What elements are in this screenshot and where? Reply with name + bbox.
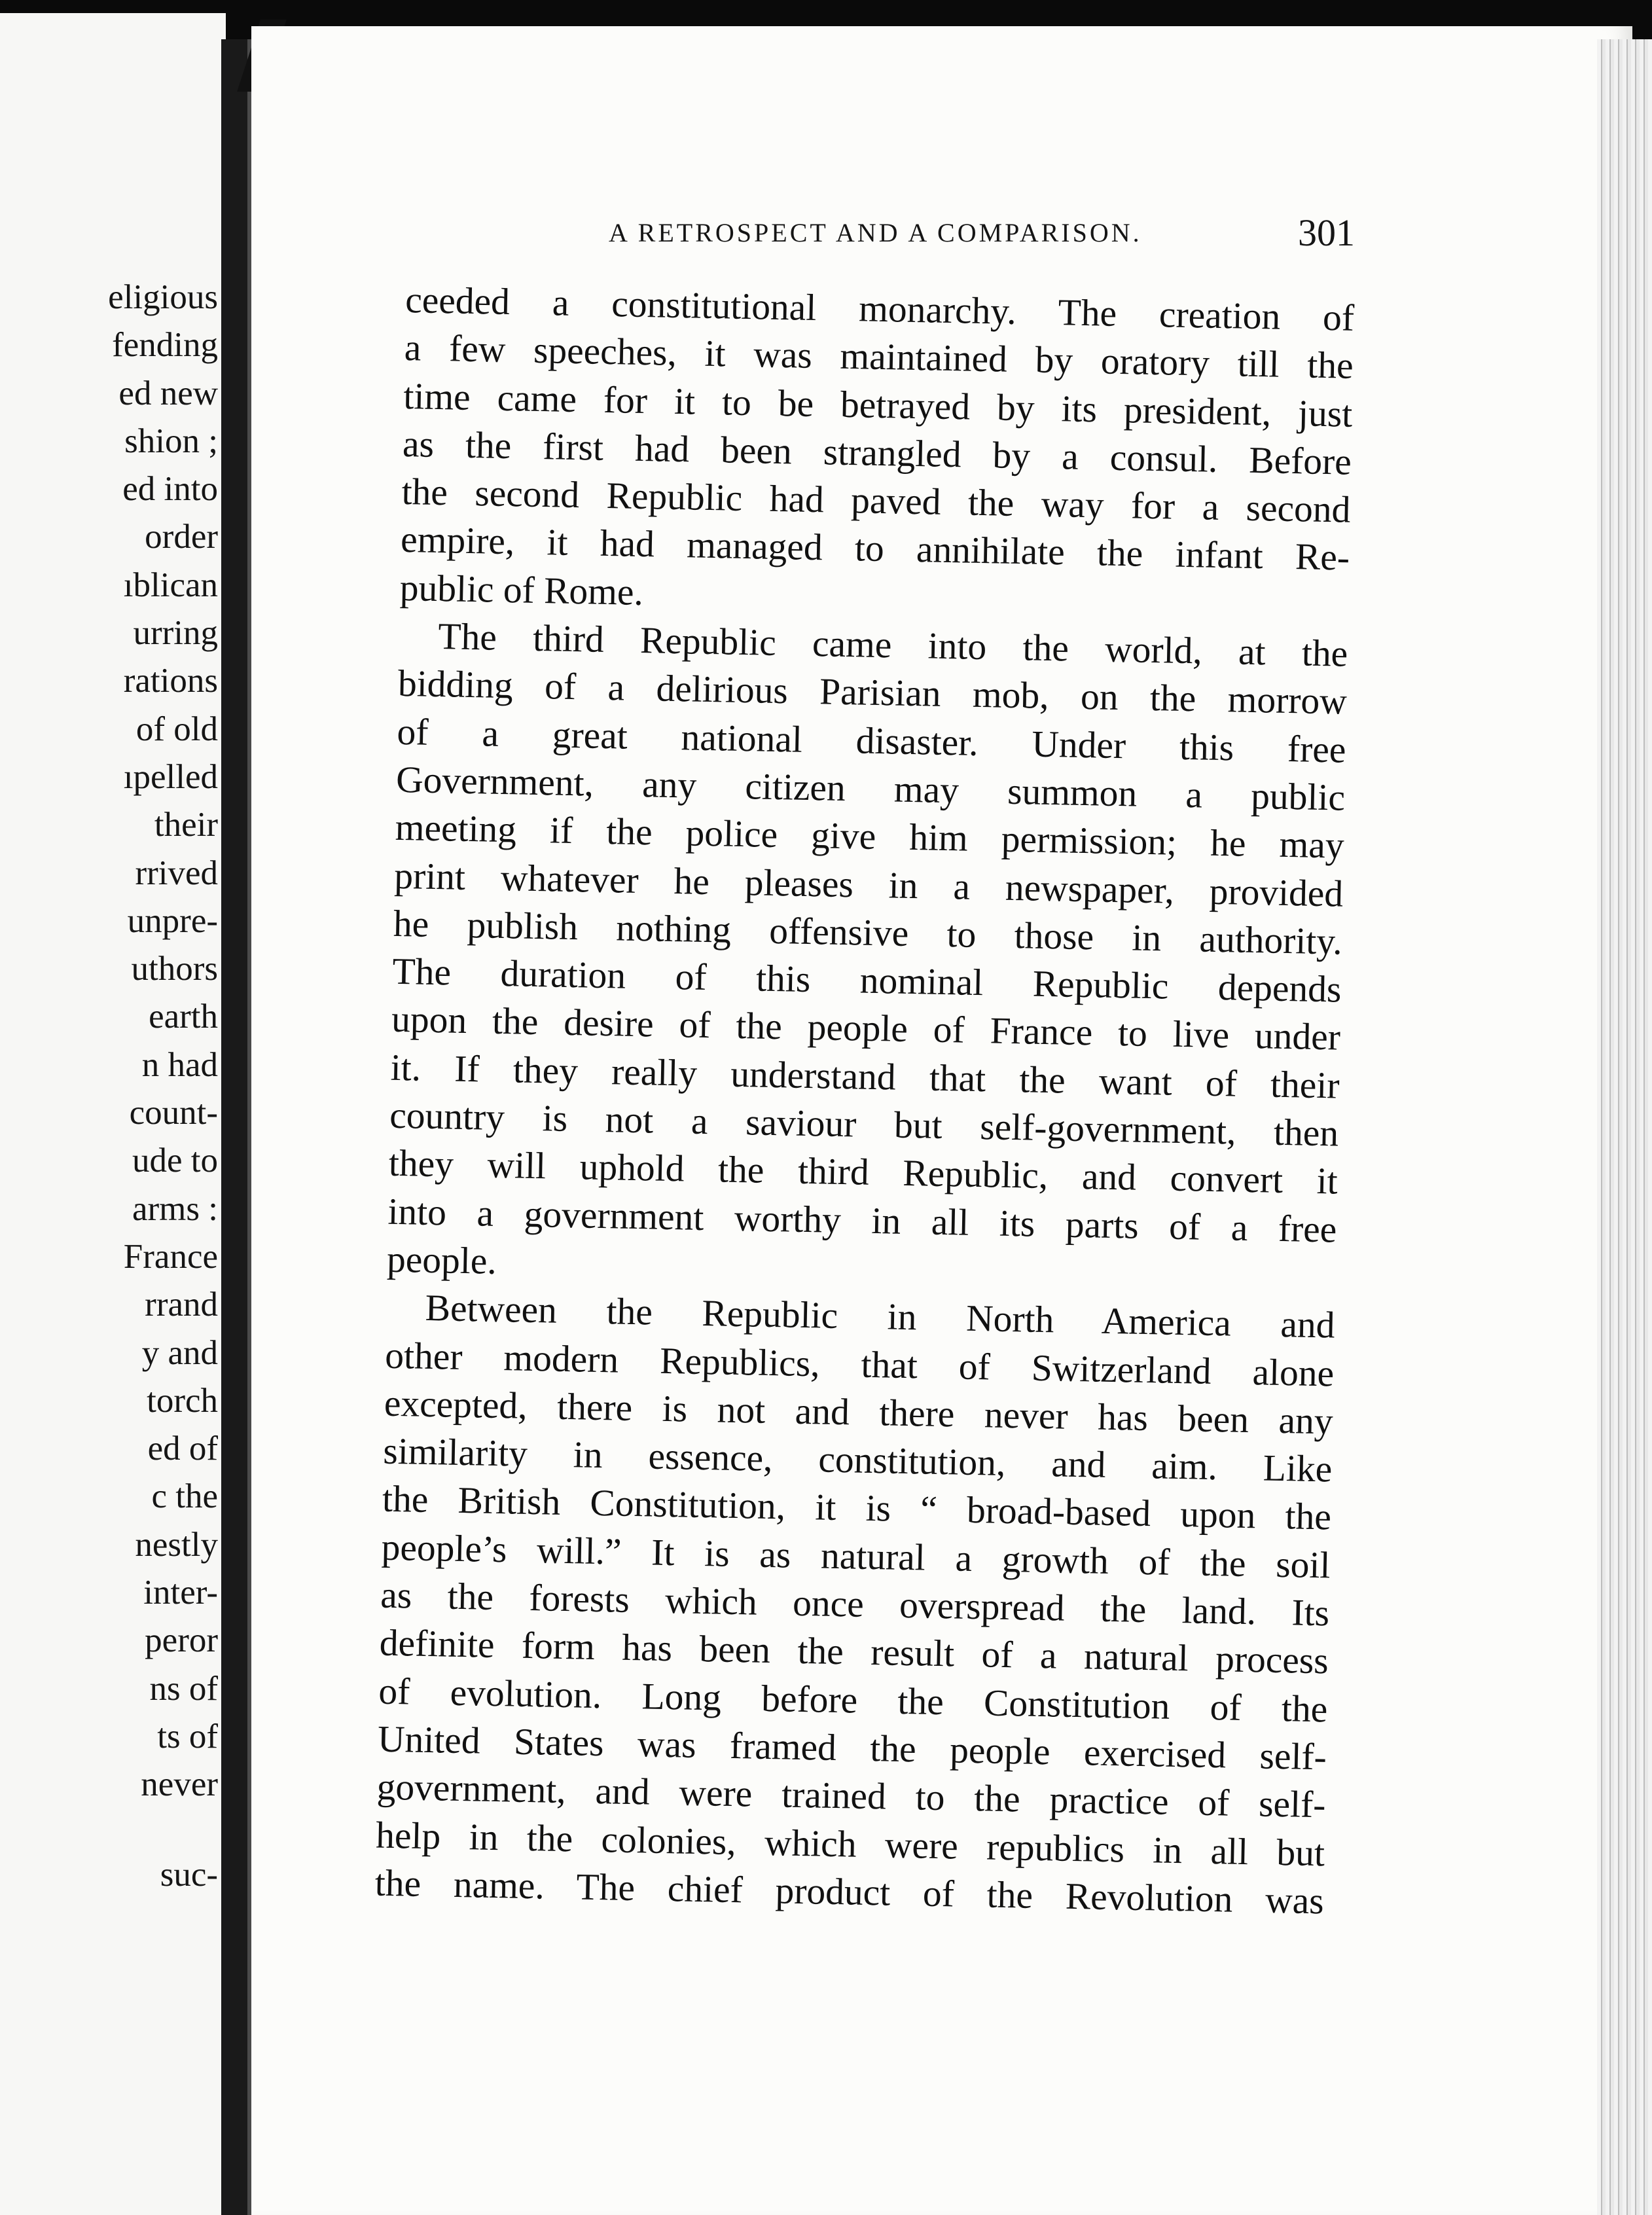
text-line: the British Constitution, it is “ broad-based upon the <box>382 1479 1332 1538</box>
text-line: excepted, there is not and there never has been any <box>384 1382 1334 1443</box>
text-line: of evolution. Long before the Constitution of the <box>378 1670 1328 1731</box>
previous-page-line: uthors <box>131 950 218 988</box>
previous-page-line: y and <box>141 1333 218 1372</box>
previous-page-line: urring <box>133 614 218 653</box>
previous-page-line: eligious <box>108 278 218 316</box>
text-line: the name. The chief product of the Revolution was <box>374 1862 1325 1922</box>
text-line: print whatever he pleases in a newspaper, provided <box>393 855 1344 915</box>
previous-page-line: nestly <box>135 1525 218 1564</box>
previous-page-line: peror <box>145 1621 218 1660</box>
text-line: time came for it to be betrayed by its president, just <box>403 375 1353 435</box>
previous-page-line: suc- <box>160 1855 218 1894</box>
previous-page-line: rrived <box>135 854 218 892</box>
text-line: empire, it had managed to annihilate the infant Re- <box>400 519 1350 579</box>
text-line: ceeded a constitutional monarchy. The creation of <box>404 279 1355 339</box>
previous-page-line: ns of <box>149 1669 218 1708</box>
previous-page-line: ıblican <box>123 566 218 604</box>
previous-page-line: inter- <box>143 1574 218 1612</box>
previous-page-line: arms : <box>132 1189 218 1228</box>
previous-page-line: order <box>145 518 218 556</box>
page-header <box>334 211 1355 263</box>
previous-page-line: shion ; <box>124 422 218 460</box>
text-line: into a government worthy in all its parts of a free <box>387 1191 1337 1251</box>
previous-page-line: ed into <box>122 470 218 509</box>
text-line: definite form has been the result of a natural process <box>379 1622 1329 1682</box>
previous-page-line: ude to <box>132 1142 218 1180</box>
previous-page-line: earth <box>149 998 218 1036</box>
line-gap <box>2 1809 218 1851</box>
text-line: other modern Republics, that of Switzerland alone <box>384 1335 1335 1395</box>
text-line: The third Republic came into the world, at the <box>437 616 1348 675</box>
text-line: The duration of this nominal Republic depends <box>391 950 1342 1011</box>
text-line: bidding of a delirious Parisian mob, on the morrow <box>397 663 1348 723</box>
text-line: of a great national disaster. Under this free <box>397 711 1346 771</box>
text-line: the second Republic had paved the way for a second <box>401 471 1352 531</box>
previous-page-line: fending <box>112 326 218 365</box>
text-line: they will uphold the third Republic, and convert it <box>388 1143 1338 1202</box>
text-line: people’s will.” It is as natural a growth of the soil <box>381 1526 1331 1587</box>
text-line: people. <box>386 1238 497 1282</box>
paragraph <box>374 1284 1335 1926</box>
previous-page-line: never <box>141 1765 218 1804</box>
text-line: public of Rome. <box>399 567 644 613</box>
text-line: meeting if the police give him permission; he may <box>395 807 1345 867</box>
previous-page <box>0 13 226 2215</box>
text-line: United States was framed the people exercised self- <box>377 1718 1327 1778</box>
running-head: A RETROSPECT AND A COMPARISON. <box>609 218 1142 247</box>
paragraph <box>386 612 1348 1302</box>
paragraph <box>399 276 1355 630</box>
previous-page-text <box>2 274 218 1899</box>
previous-page-line: torch <box>147 1381 218 1420</box>
text-line: as the forests which once overspread the land. Its <box>380 1574 1330 1634</box>
previous-page-line: unpre- <box>127 901 218 940</box>
text-line: it. If they really understand that the want of their <box>390 1047 1340 1107</box>
previous-page-line: c the <box>151 1477 218 1516</box>
page-edges-stack <box>1597 39 1652 2215</box>
previous-page-line: ed new <box>118 374 218 412</box>
book-gutter <box>221 39 247 2215</box>
previous-page-line: their <box>154 806 218 844</box>
previous-page-line: n had <box>141 1045 218 1084</box>
previous-page-line: ed of <box>147 1430 218 1468</box>
previous-page-line: rrand <box>145 1286 218 1324</box>
previous-page-line: France <box>123 1237 218 1276</box>
previous-page-line: of old <box>135 710 218 748</box>
text-line: he publish nothing offensive to those in authority. <box>393 903 1343 963</box>
body-text <box>374 276 1355 1925</box>
previous-page-line: rations <box>123 662 218 700</box>
text-line: help in the colonies, which were republics in all but <box>375 1814 1325 1874</box>
page-number: 301 <box>1298 211 1355 254</box>
previous-page-line: ts of <box>157 1717 218 1756</box>
text-line: Government, any citizen may summon a public <box>395 759 1346 819</box>
previous-page-line: count- <box>129 1094 218 1132</box>
text-line: government, and were trained to the practice of self- <box>376 1766 1327 1826</box>
text-line: as the first had been strangled by a consul. Before <box>402 423 1352 483</box>
previous-page-line: ıpelled <box>123 757 218 796</box>
text-line: upon the desire of the people of France to live under <box>391 999 1341 1059</box>
text-line: Between the Republic in North America and <box>425 1288 1336 1346</box>
text-line: similarity in essence, constitution, and aim. Like <box>382 1430 1333 1490</box>
text-line: country is not a saviour but self-government, then <box>389 1094 1339 1155</box>
text-line: a few speeches, it was maintained by oratory till the <box>404 327 1354 387</box>
